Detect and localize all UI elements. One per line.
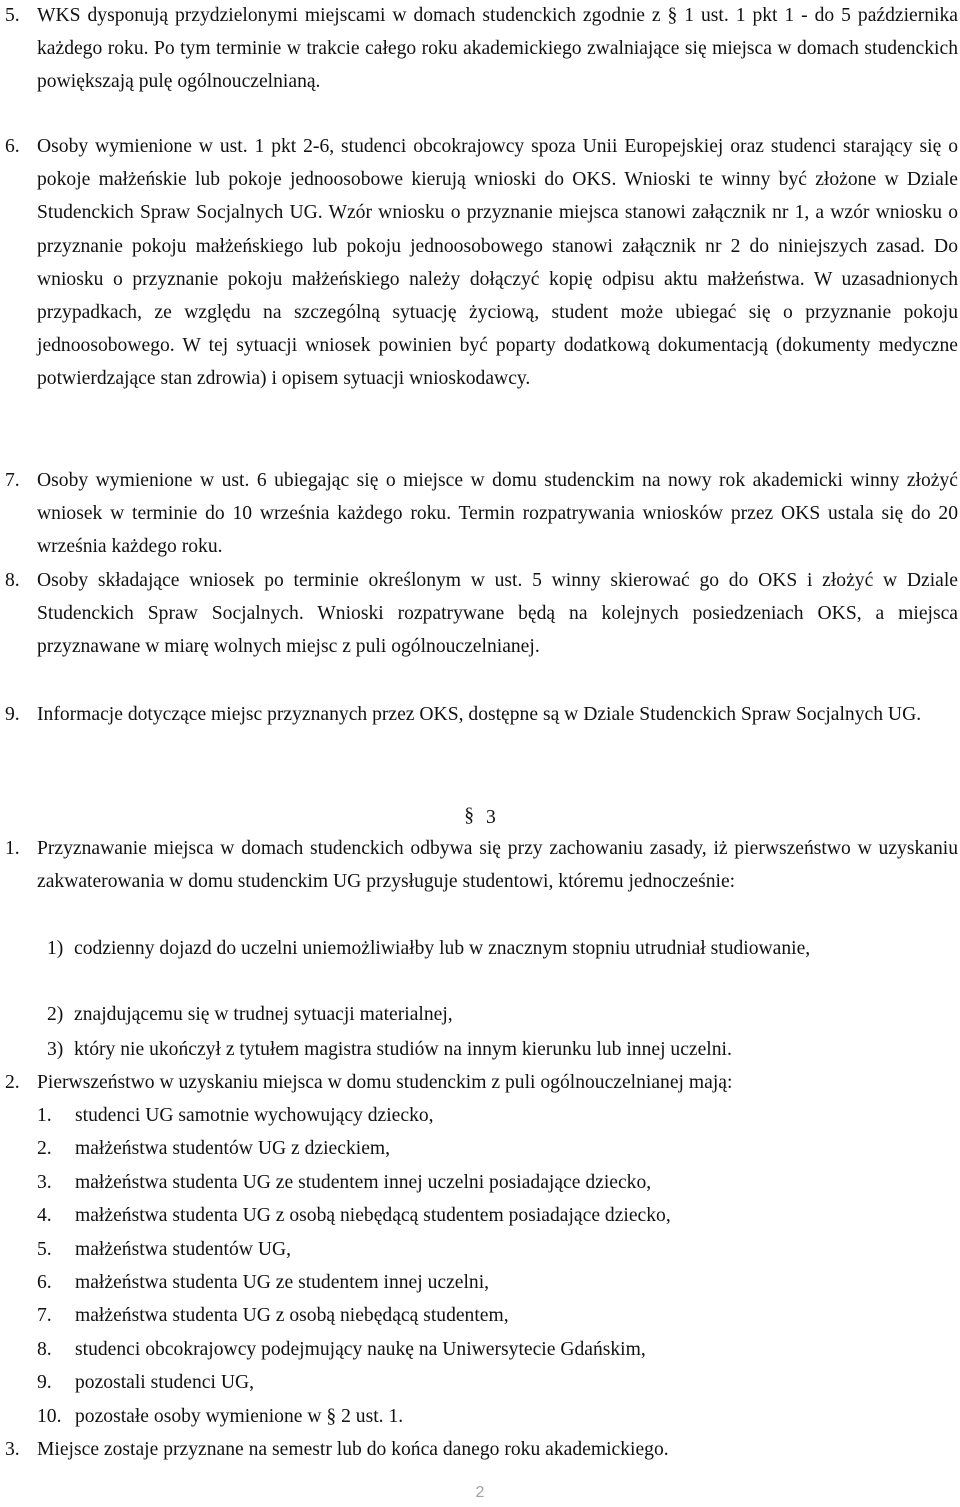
priority-item [37,1166,957,1199]
paragraph-number: 7. [5,470,20,491]
paragraph-text: Osoby wymienione w ust. 6 ubiegając się o miejsce w domu studenckim na nowy rok akademicki winny złożyć wniosek w terminie do 10 września każdego roku. Termin rozpatrywania wniosków przez OKS ustala się do 20 września każdego roku. [37,470,958,558]
priority-item [37,1266,957,1299]
priority-item [37,1199,957,1232]
paragraph-6 [0,130,958,396]
priority-item [37,1132,957,1165]
paragraph-text: Przyznawanie miejsca w domach studenckich odbywa się przy zachowaniu zasady, iż pierwszeństwo w uzyskaniu zakwaterowania w domu studenckim UG przysługuje studentowi, któremu jednocześnie: [37,838,958,893]
section-heading [0,801,960,834]
paragraph-number: 3. [5,1439,20,1460]
condition-number: 1) [47,938,64,959]
paragraph-text: Pierwszeństwo w uzyskaniu miejsca w domu studenckim z puli ogólnouczelnianej mają: [37,1072,733,1093]
priority-number: 2. [37,1138,52,1159]
paragraph-text: Osoby składające wniosek po terminie określonym w ust. 5 winny skierować go do OKS i złożyć w Dziale Studenckich Spraw Socjalnych. Wnioski rozpatrywane będą na kolejnych posiedzeniach OKS, a miejsca przyznawane w miarę wolnych miejsc z puli ogólnouczelnianej. [37,570,958,658]
priority-text: małżeństwa studenta UG ze studentem innej uczelni, [75,1272,490,1293]
priority-number: 3. [37,1172,52,1193]
priority-number: 4. [37,1205,52,1226]
condition-item [37,998,958,1031]
section-paragraph-1 [0,832,958,898]
paragraph-text: Osoby wymienione w ust. 1 pkt 2-6, studenci obcokrajowcy spoza Unii Europejskiej oraz studenci starający się o pokoje małżeńskie lub pokoje jednoosobowe kierują wnioski do OKS. Wnioski te winny być złożone w Dziale Studenckich Spraw Socjalnych UG. Wzór wniosku o przyznanie miejsca stanowi załącznik nr 1, a wzór wniosku o przyznanie pokoju małżeńskiego lub pokoju jednoosobowego stanowi załącznik nr 2 do niniejszych zasad. Do wniosku o przyznanie pokoju małżeńskiego należy dołączyć kopię odpisu aktu małżeństwa. W uzasadnionych przypadkach, ze względu na szczególną sytuację życiową, student może ubiegać się o przyznanie pokoju jednoosobowego. W tej sytuacji wniosek powinien być poparty dodatkową dokumentacją (dokumenty medyczne potwierdzające stan zdrowia) i opisem sytuacji wnioskodawcy. [37,136,958,390]
priority-text: pozostałe osoby wymienione w § 2 ust. 1. [75,1406,404,1427]
priority-text: małżeństwa studenta UG z osobą niebędącą studentem, [75,1305,509,1326]
condition-text: znajdującemu się w trudnej sytuacji materialnej, [74,1004,453,1025]
priority-item [37,1400,957,1433]
condition-number: 2) [47,1004,64,1025]
priority-number: 8. [37,1339,52,1360]
paragraph-5 [0,0,958,99]
section-symbol: § [464,805,474,826]
paragraph-8 [0,564,958,664]
paragraph-number: 2. [5,1072,20,1093]
priority-text: małżeństwa studentów UG z dzieckiem, [75,1138,391,1159]
paragraph-text: WKS dysponują przydzielonymi miejscami w domach studenckich zgodnie z § 1 ust. 1 pkt 1 - do 5 października każdego roku. Po tym terminie w trakcie całego roku akademickiego zwalniające się miejsca w domach studenckich powiększają pulę ogólnouczelnianą. [37,5,958,93]
paragraph-number: 6. [5,136,20,157]
condition-number: 3) [47,1039,64,1060]
priority-item [37,1099,957,1132]
priority-text: studenci obcokrajowcy podejmujący naukę na Uniwersytecie Gdańskim, [75,1339,646,1360]
priority-text: małżeństwa studentów UG, [75,1239,292,1260]
priority-item [37,1299,957,1332]
priority-text: małżeństwa studenta UG z osobą niebędącą studentem posiadające dziecko, [75,1205,671,1226]
condition-item [37,1033,958,1066]
priority-number: 1. [37,1105,52,1126]
condition-item [37,932,958,965]
priority-number: 7. [37,1305,52,1326]
paragraph-9 [0,698,958,731]
priority-text: studenci UG samotnie wychowujący dziecko, [75,1105,434,1126]
paragraph-7 [0,464,958,564]
priority-item [37,1366,957,1399]
priority-number: 6. [37,1272,52,1293]
priority-number: 9. [37,1372,52,1393]
condition-text: który nie ukończył z tytułem magistra studiów na innym kierunku lub innej uczelni. [74,1039,732,1060]
paragraph-number: 1. [5,838,20,859]
paragraph-number: 5. [5,5,20,26]
paragraph-text: Informacje dotyczące miejsc przyznanych przez OKS, dostępne są w Dziale Studenckich Spraw Socjalnych UG. [37,704,922,725]
paragraph-number: 8. [5,570,20,591]
paragraph-text: Miejsce zostaje przyznane na semestr lub do końca danego roku akademickiego. [37,1439,669,1460]
section-paragraph-3 [0,1433,958,1466]
section-number: 3 [486,807,496,828]
paragraph-number: 9. [5,704,20,725]
priority-number: 10. [37,1406,62,1427]
condition-text: codzienny dojazd do uczelni uniemożliwiałby lub w znacznym stopniu utrudniał studiowanie, [74,938,811,959]
page-number: 2 [475,1484,485,1501]
priority-item [37,1233,957,1266]
priority-item [37,1333,957,1366]
priority-number: 5. [37,1239,52,1260]
section-paragraph-2 [0,1066,958,1099]
priority-text: pozostali studenci UG, [75,1372,255,1393]
priority-text: małżeństwa studenta UG ze studentem innej uczelni posiadające dziecko, [75,1172,652,1193]
